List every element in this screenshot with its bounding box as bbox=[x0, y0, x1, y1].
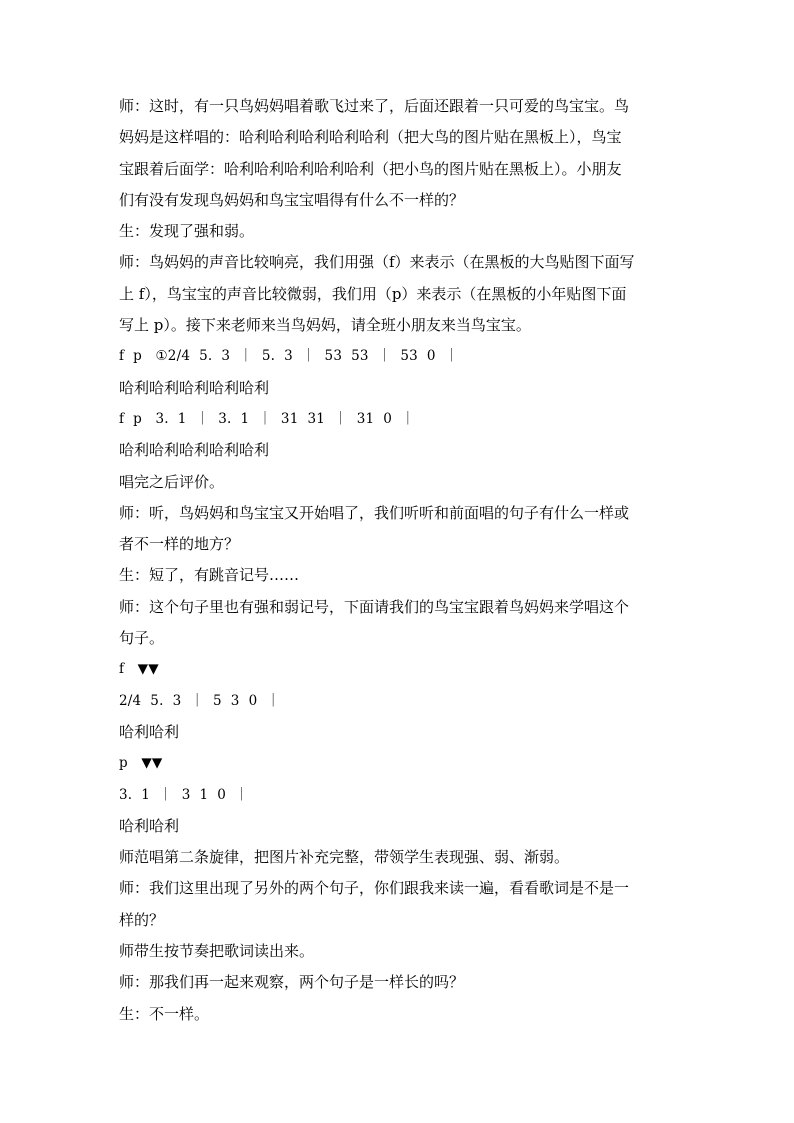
paragraph-line: 宝跟着后面学：哈利哈利哈利哈利哈利（把小鸟的图片贴在黑板上）。小朋友 bbox=[119, 159, 622, 178]
paragraph-line: 样的？ bbox=[119, 910, 165, 929]
lyrics-line: 哈利哈利 bbox=[119, 816, 180, 835]
music-notation-line: f p ①2/4 5. 3 ｜ 5. 3 ｜ 53 53 ｜ 53 0 ｜ bbox=[119, 348, 459, 365]
lyrics-line: 哈利哈利哈利哈利哈利 bbox=[119, 441, 270, 460]
paragraph-line: 师：这时，有一只鸟妈妈唱着歌飞过来了，后面还跟着一只可爱的鸟宝宝。鸟 bbox=[119, 97, 630, 115]
paragraph-line: 师：我们这里出现了另外的两个句子，你们跟我来读一遍，看看歌词是不是一 bbox=[119, 879, 630, 898]
paragraph-line: 上 f），鸟宝宝的声音比较微弱，我们用（p）来表示（在黑板的小年贴图下面 bbox=[119, 284, 627, 303]
paragraph-line: 师范唱第二条旋律，把图片补充完整，带领学生表现强、弱、渐弱。 bbox=[119, 848, 570, 867]
music-notation-line: 2/4 5. 3 ｜ 5 3 0 ｜ bbox=[119, 692, 281, 709]
paragraph-line: 唱完之后评价。 bbox=[119, 472, 225, 491]
paragraph-line: 者不一样的地方？ bbox=[119, 535, 240, 554]
paragraph-line: 师：鸟妈妈的声音比较响亮，我们用强（f）来表示（在黑板的大鸟贴图下面写 bbox=[119, 253, 635, 272]
paragraph-line: 们有没有发现鸟妈妈和鸟宝宝唱得有什么不一样的？ bbox=[119, 190, 465, 209]
music-notation-line: f p 3. 1 ｜ 3. 1 ｜ 31 31 ｜ 31 0 ｜ bbox=[119, 410, 415, 427]
paragraph-line: 师带生按节奏把歌词读出来。 bbox=[119, 942, 315, 961]
paragraph-line: 生：不一样。 bbox=[119, 1004, 210, 1023]
paragraph-line: 生：短了，有跳音记号…… bbox=[119, 566, 300, 585]
lyrics-line: 哈利哈利哈利哈利哈利 bbox=[119, 378, 270, 397]
paragraph-line: 师：这个句子里也有强和弱记号，下面请我们的鸟宝宝跟着鸟妈妈来学唱这个 bbox=[119, 597, 630, 616]
document-body bbox=[119, 91, 679, 1030]
dynamics-marking-line: p ▼▼ bbox=[119, 755, 163, 772]
paragraph-line: 师：那我们再一起来观察，两个句子是一样长的吗？ bbox=[119, 973, 465, 992]
lyrics-line: 哈利哈利 bbox=[119, 722, 180, 741]
paragraph-line: 妈妈是这样唱的：哈利哈利哈利哈利哈利（把大鸟的图片贴在黑板上），鸟宝 bbox=[119, 128, 622, 147]
paragraph-line: 句子。 bbox=[119, 629, 165, 648]
paragraph-line: 师：听，鸟妈妈和鸟宝宝又开始唱了，我们听听和前面唱的句子有什么一样或 bbox=[119, 503, 630, 522]
music-notation-line: 3. 1 ｜ 3 1 0 ｜ bbox=[119, 786, 249, 803]
dynamics-marking-line: f ▼▼ bbox=[119, 661, 159, 678]
paragraph-line: 生：发现了强和弱。 bbox=[119, 222, 255, 241]
paragraph-line: 写上 p）。接下来老师来当鸟妈妈，请全班小朋友来当鸟宝宝。 bbox=[119, 316, 531, 335]
